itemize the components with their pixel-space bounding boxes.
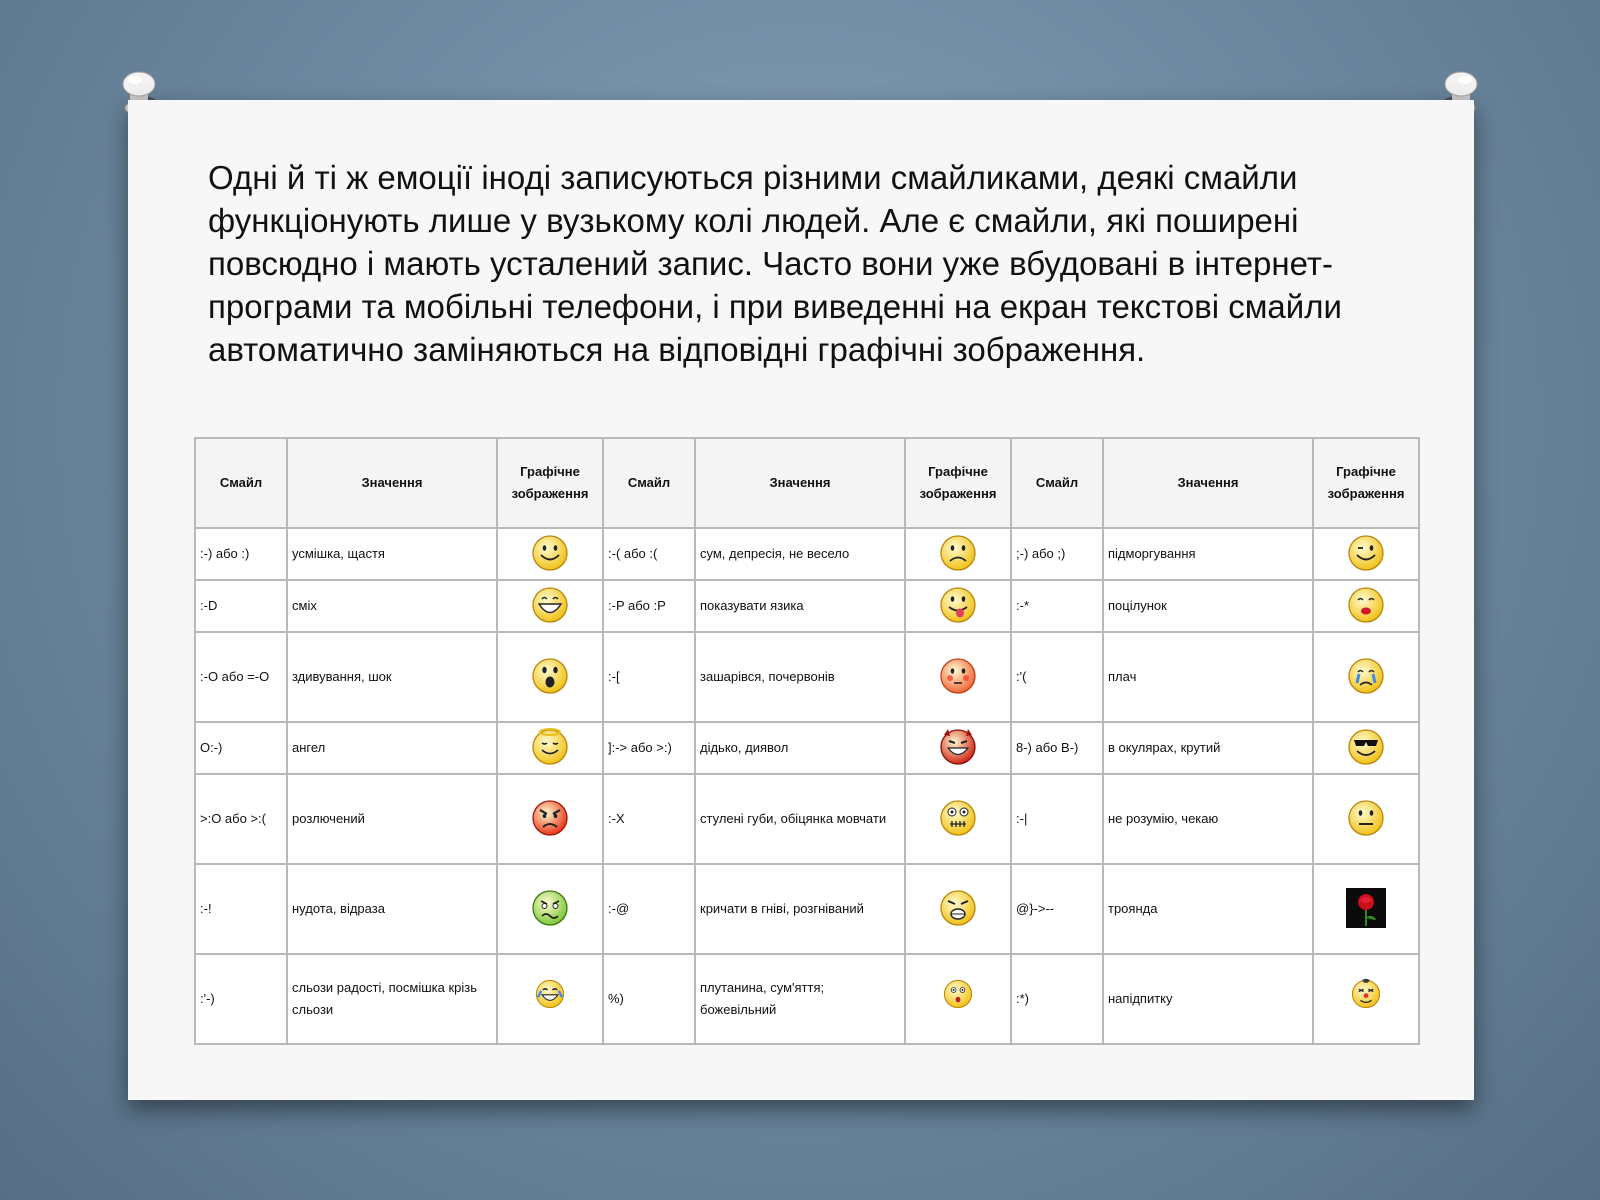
smiley-code-cell: :-@ xyxy=(603,864,695,954)
image-cell xyxy=(1313,954,1419,1044)
shouting-icon xyxy=(938,888,978,928)
image-cell xyxy=(905,528,1011,580)
tongue-icon xyxy=(938,585,978,625)
table-row xyxy=(195,580,1419,632)
image-cell xyxy=(1313,774,1419,864)
rose-icon xyxy=(1346,888,1386,928)
table-header-row xyxy=(195,438,1419,528)
image-cell xyxy=(497,954,603,1044)
table-row xyxy=(195,528,1419,580)
smiley-code-cell: :-( або :( xyxy=(603,528,695,580)
smiley-code-cell: 8-) або B-) xyxy=(1011,722,1103,774)
meaning-cell: в окулярах, крутий xyxy=(1103,722,1313,774)
meaning-cell: напідпитку xyxy=(1103,954,1313,1044)
image-cell xyxy=(497,722,603,774)
image-cell xyxy=(905,632,1011,722)
image-cell xyxy=(905,774,1011,864)
smiley-code-cell: :-) або :) xyxy=(195,528,287,580)
smiley-code-cell: @}->-- xyxy=(1011,864,1103,954)
laugh-icon xyxy=(530,585,570,625)
smiley-code-cell: %) xyxy=(603,954,695,1044)
smiley-code-cell: :'-) xyxy=(195,954,287,1044)
table-row xyxy=(195,864,1419,954)
smiley-code-cell: O:-) xyxy=(195,722,287,774)
meaning-cell: сум, депресія, не весело xyxy=(695,528,905,580)
image-cell xyxy=(497,774,603,864)
meaning-cell: кричати в гніві, розгніваний xyxy=(695,864,905,954)
smiley-code-cell: >:O або >:( xyxy=(195,774,287,864)
meaning-cell: стулені губи, обіцянка мовчати xyxy=(695,774,905,864)
header-smiley: Смайл xyxy=(603,438,695,528)
header-image: Графічне зображення xyxy=(497,438,603,528)
meaning-cell: плач xyxy=(1103,632,1313,722)
wink-icon xyxy=(1346,533,1386,573)
smiley-code-cell: :-D xyxy=(195,580,287,632)
header-smiley: Смайл xyxy=(195,438,287,528)
meaning-cell: дідько, диявол xyxy=(695,722,905,774)
image-cell xyxy=(905,954,1011,1044)
smiley-code-cell: :*) xyxy=(1011,954,1103,1044)
smiley-code-cell: :-! xyxy=(195,864,287,954)
smiley-table xyxy=(194,437,1420,1045)
image-cell xyxy=(1313,722,1419,774)
header-image: Графічне зображення xyxy=(905,438,1011,528)
confused-icon xyxy=(938,978,978,1018)
meaning-cell: зашарівся, почервонів xyxy=(695,632,905,722)
smiley-code-cell: ;-) або ;) xyxy=(1011,528,1103,580)
image-cell xyxy=(497,528,603,580)
meaning-cell: не розумію, чекаю xyxy=(1103,774,1313,864)
meaning-cell: плутанина, сум'яття; божевільний xyxy=(695,954,905,1044)
smiley-code-cell: :-X xyxy=(603,774,695,864)
sunglasses-icon xyxy=(1346,727,1386,767)
intro-paragraph: Одні й ті ж емоції іноді записуються різними смайликами, деякі смайли функціонують лише у вузькому колі людей. Але є смайли, які поширені повсюдно і мають усталений запис. Часто вони уже вбудовані в інтернет-програми та мобільні телефони, і при виведенні на екран текстові смайли автоматично заміняються на відповідні графічні зображення. xyxy=(208,159,1342,368)
surprised-icon xyxy=(530,656,570,696)
image-cell xyxy=(905,580,1011,632)
smiley-code-cell: :-| xyxy=(1011,774,1103,864)
smiley-code-cell: :'( xyxy=(1011,632,1103,722)
meaning-cell: усмішка, щастя xyxy=(287,528,497,580)
image-cell xyxy=(1313,864,1419,954)
smiley-code-cell: ]:-> або >:) xyxy=(603,722,695,774)
kiss-icon xyxy=(1346,585,1386,625)
meaning-cell: сміх xyxy=(287,580,497,632)
meaning-cell: нудота, відраза xyxy=(287,864,497,954)
smiley-code-cell: :-* xyxy=(1011,580,1103,632)
blush-icon xyxy=(938,656,978,696)
meaning-cell: здивування, шок xyxy=(287,632,497,722)
devil-icon xyxy=(938,727,978,767)
header-smiley: Смайл xyxy=(1011,438,1103,528)
smiley-code-cell: :-[ xyxy=(603,632,695,722)
image-cell xyxy=(497,864,603,954)
image-cell xyxy=(497,632,603,722)
meaning-cell: підморгування xyxy=(1103,528,1313,580)
tears-of-joy-icon xyxy=(530,978,570,1018)
angry-icon xyxy=(530,798,570,838)
table-row xyxy=(195,632,1419,722)
image-cell xyxy=(905,722,1011,774)
meaning-cell: ангел xyxy=(287,722,497,774)
meaning-cell: троянда xyxy=(1103,864,1313,954)
header-meaning: Значення xyxy=(287,438,497,528)
meaning-cell: показувати язика xyxy=(695,580,905,632)
meaning-cell: розлючений xyxy=(287,774,497,864)
angel-icon xyxy=(530,727,570,767)
neutral-icon xyxy=(1346,798,1386,838)
table-row xyxy=(195,954,1419,1044)
image-cell xyxy=(1313,580,1419,632)
header-meaning: Значення xyxy=(695,438,905,528)
sealed-lips-icon xyxy=(938,798,978,838)
cry-icon xyxy=(1346,656,1386,696)
smiley-code-cell: :-P або :P xyxy=(603,580,695,632)
table-body xyxy=(195,528,1419,1044)
image-cell xyxy=(905,864,1011,954)
sick-icon xyxy=(530,888,570,928)
smiley-table-wrapper xyxy=(194,437,1420,1045)
header-image: Графічне зображення xyxy=(1313,438,1419,528)
drunk-icon xyxy=(1346,978,1386,1018)
image-cell xyxy=(497,580,603,632)
header-meaning: Значення xyxy=(1103,438,1313,528)
table-row xyxy=(195,722,1419,774)
table-row xyxy=(195,774,1419,864)
image-cell xyxy=(1313,528,1419,580)
image-cell xyxy=(1313,632,1419,722)
smile-icon xyxy=(530,533,570,573)
smiley-code-cell: :-O або =-O xyxy=(195,632,287,722)
meaning-cell: поцілунок xyxy=(1103,580,1313,632)
meaning-cell: сльози радості, посмішка крізь сльози xyxy=(287,954,497,1044)
sad-icon xyxy=(938,533,978,573)
